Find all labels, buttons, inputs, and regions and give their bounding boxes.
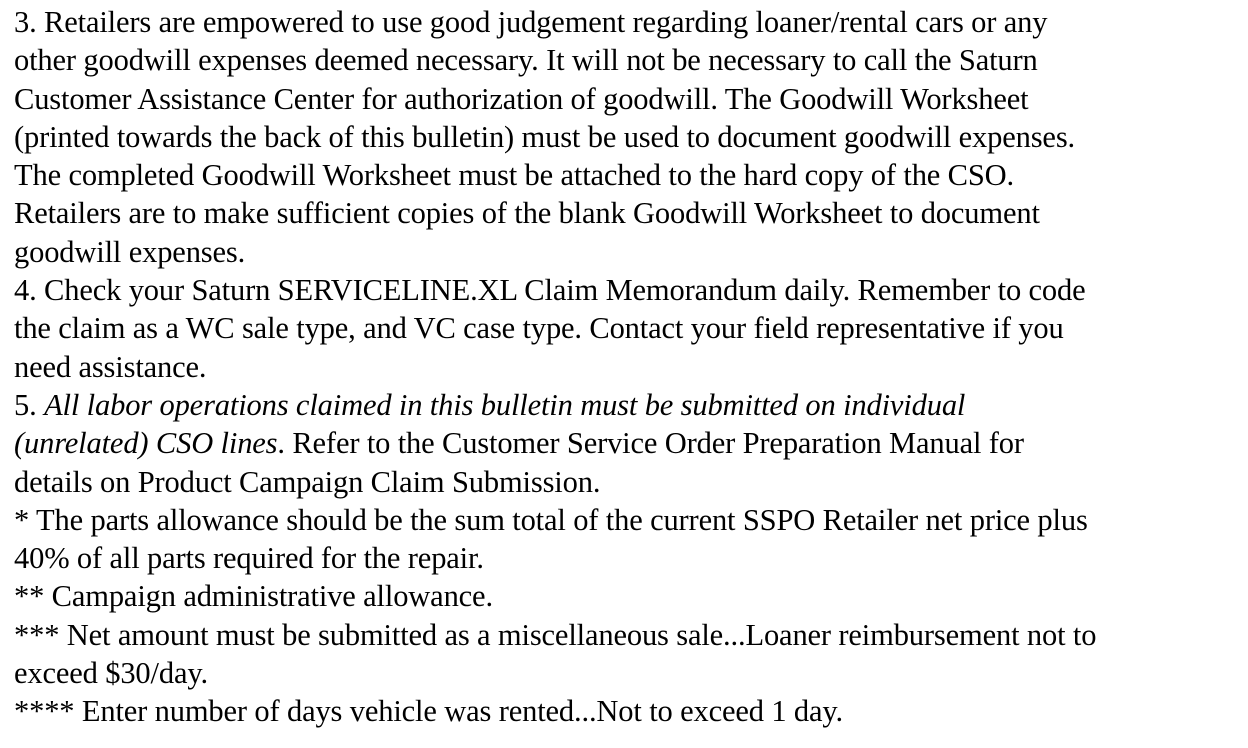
item-5-line-1	[14, 386, 1240, 424]
item-5-italic-text-2: (unrelated) CSO lines	[14, 426, 278, 461]
footnote-3: *** Net amount must be submitted as a miscellaneous sale...Loaner reimbursement not to	[14, 617, 1097, 652]
item-3-line: The completed Goodwill Worksheet must be attached to the hard copy of the CSO.	[14, 158, 1015, 193]
item-4-line: need assistance.	[14, 349, 207, 384]
footnote-1-continued: 40% of all parts required for the repair.	[14, 541, 484, 576]
item-3-line: other goodwill expenses deemed necessary. It will not be necessary to call the Saturn	[14, 43, 1038, 78]
footnote-2: ** Campaign administrative allowance.	[14, 579, 493, 614]
footnote-4: **** Enter number of days vehicle was rented...Not to exceed 1 day.	[14, 694, 843, 729]
item-3-line: goodwill expenses.	[14, 234, 246, 269]
item-3-line: Retailers are to make sufficient copies of the blank Goodwill Worksheet to document	[14, 196, 1040, 231]
item-4-line: the claim as a WC sale type, and VC case type. Contact your field representative if you	[14, 311, 1064, 346]
item-5-paragraph	[14, 386, 1240, 501]
item-5-line-2	[14, 424, 1240, 462]
item-3-line: (printed towards the back of this bulletin) must be used to document goodwill expenses.	[14, 119, 1076, 154]
item-4-line: 4. Check your Saturn SERVICELINE.XL Claim Memorandum daily. Remember to code	[14, 273, 1086, 308]
item-3-line: Customer Assistance Center for authorization of goodwill. The Goodwill Worksheet	[14, 81, 1029, 116]
item-5-italic-text-1: All labor operations claimed in this bulletin must be submitted on individual	[44, 387, 966, 422]
footnote-1: * The parts allowance should be the sum total of the current SSPO Retailer net price plus	[14, 502, 1088, 537]
bulletin-page	[14, 3, 1240, 731]
footnotes	[14, 501, 1240, 731]
item-3-paragraph	[14, 3, 1240, 271]
item-3-line: 3. Retailers are empowered to use good judgement regarding loaner/rental cars or any	[14, 5, 1048, 39]
item-5-text: . Refer to the Customer Service Order Preparation Manual for	[277, 426, 1024, 461]
footnote-3-continued: exceed $30/day.	[14, 656, 208, 691]
item-4-paragraph	[14, 271, 1240, 386]
item-5-number: 5.	[14, 387, 45, 422]
item-5-line-3: details on Product Campaign Claim Submission.	[14, 464, 601, 499]
